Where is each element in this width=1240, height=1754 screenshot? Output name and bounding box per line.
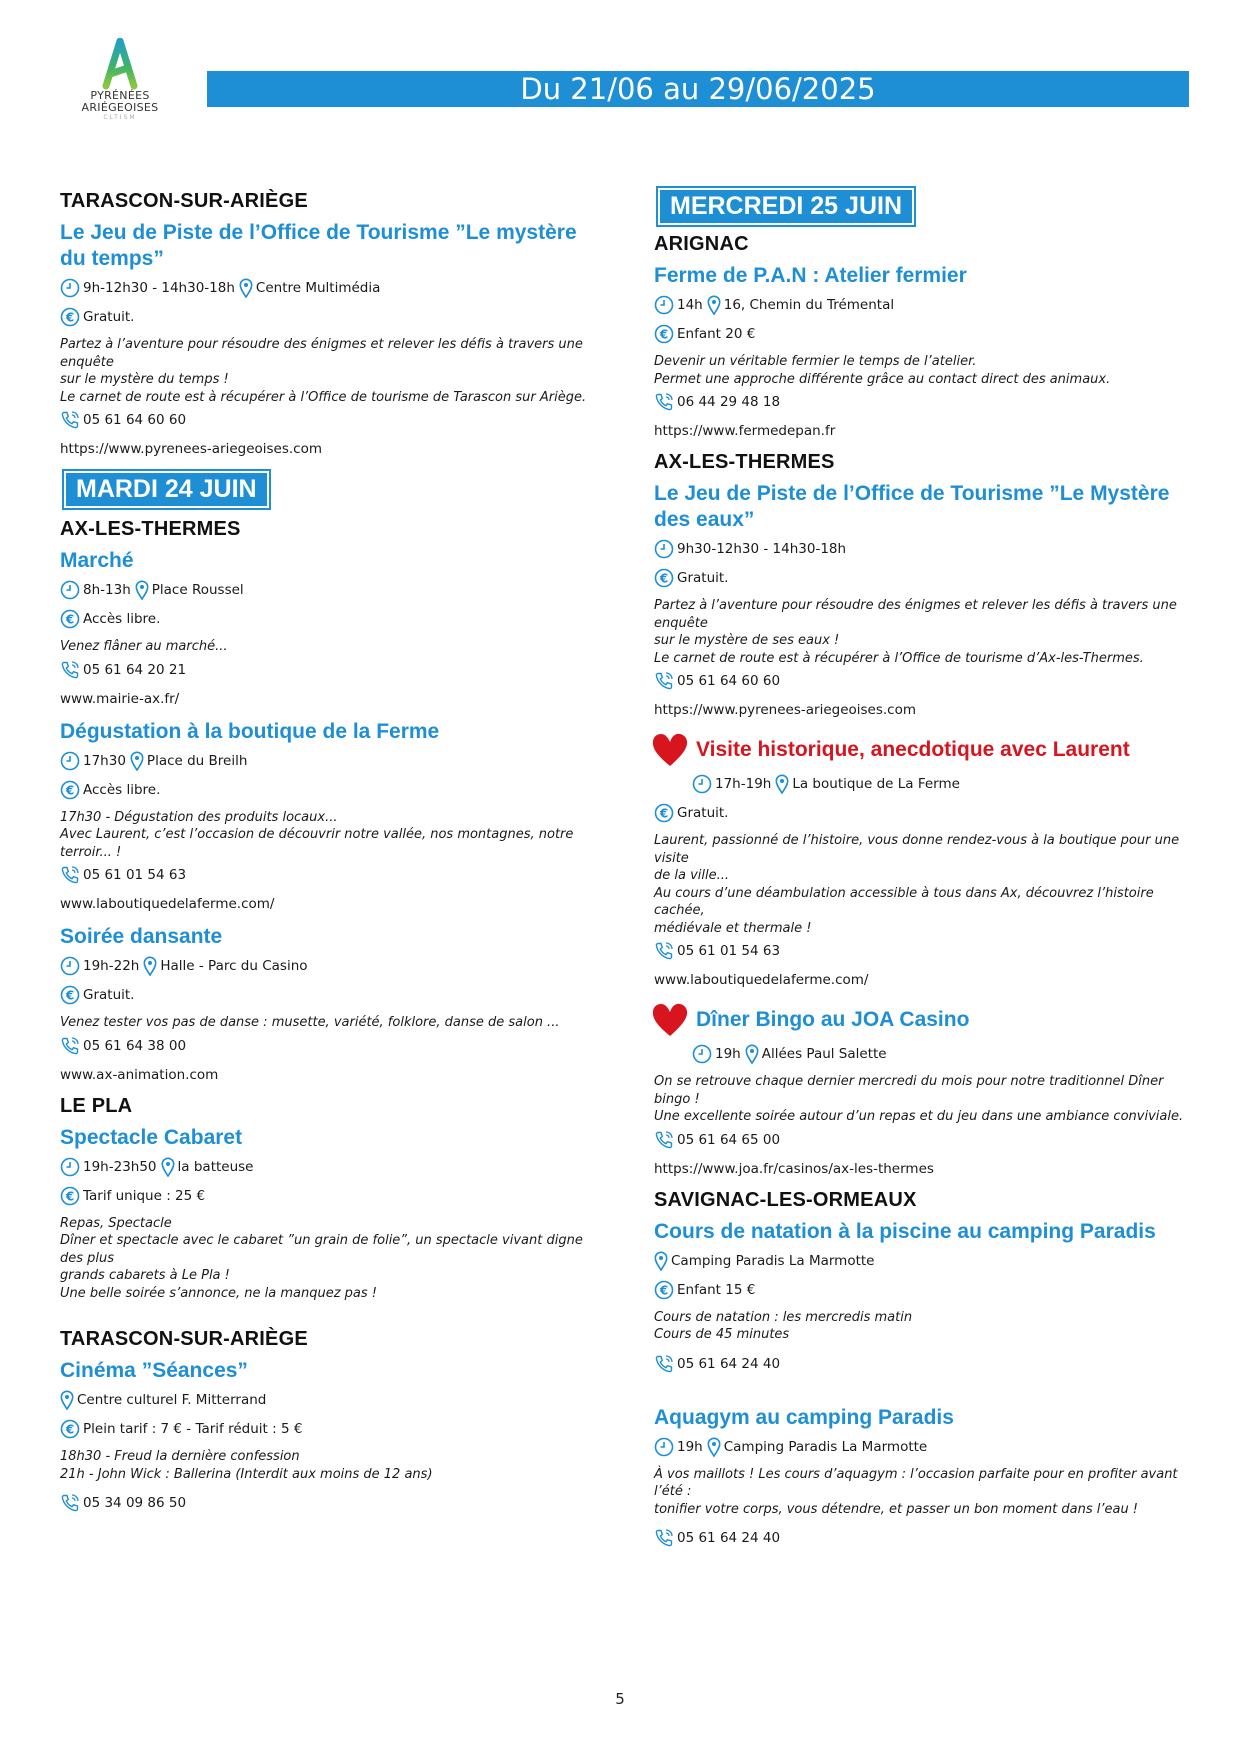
phone-icon bbox=[654, 1354, 674, 1374]
event-title: Soirée dansante bbox=[60, 925, 223, 948]
event-price: Gratuit. bbox=[83, 987, 135, 1003]
event-description bbox=[60, 809, 600, 862]
event-phone: 05 61 01 54 63 bbox=[83, 867, 187, 883]
svg-text:€: € bbox=[659, 806, 669, 821]
euro-icon bbox=[654, 1280, 674, 1300]
event-phone: 06 44 29 48 18 bbox=[677, 394, 781, 410]
phone-icon bbox=[60, 1036, 80, 1056]
phone-icon bbox=[654, 1130, 674, 1150]
description-line: Repas, Spectacle bbox=[60, 1215, 172, 1231]
svg-text:€: € bbox=[65, 988, 75, 1003]
logo-mark-icon bbox=[98, 38, 142, 90]
event-url[interactable]: https://www.pyrenees-ariegeoises.com bbox=[654, 702, 917, 718]
event-time: 17h-19h bbox=[715, 776, 772, 792]
euro-icon bbox=[654, 324, 674, 344]
event-ax-degustation bbox=[60, 719, 600, 915]
description-line: 18h30 - Freud la dernière confession bbox=[60, 1449, 300, 1464]
event-description bbox=[654, 597, 1194, 667]
event-title: Cours de natation à la piscine au camping Paradis bbox=[654, 1219, 1156, 1243]
phone-row bbox=[60, 1036, 600, 1056]
event-savignac-natation bbox=[654, 1189, 1194, 1374]
description-line: 17h30 - Dégustation des produits locaux... bbox=[60, 809, 338, 825]
event-ax-diner-bingo bbox=[654, 1000, 1194, 1179]
location-pin-icon bbox=[135, 580, 149, 600]
phone-icon bbox=[654, 941, 674, 961]
event-url[interactable]: www.ax-animation.com bbox=[60, 1066, 219, 1083]
heart-icon bbox=[650, 730, 690, 770]
event-phone: 05 61 64 20 21 bbox=[83, 661, 187, 678]
event-phone: 05 61 64 24 40 bbox=[677, 1530, 781, 1546]
euro-icon bbox=[60, 609, 80, 629]
event-place: Camping Paradis La Marmotte bbox=[671, 1252, 875, 1269]
description-line: sur le mystère du temps ! bbox=[60, 372, 229, 387]
event-price: Tarif unique : 25 € bbox=[83, 1187, 206, 1204]
event-place: Halle - Parc du Casino bbox=[160, 958, 308, 974]
event-price: Accès libre. bbox=[83, 611, 161, 627]
description-line: Le carnet de route est à récupérer à l’Office de tourisme de Tarascon sur Ariège. bbox=[60, 389, 587, 405]
event-ax-visite-historique bbox=[654, 730, 1194, 990]
location-pin-icon bbox=[745, 1044, 759, 1064]
location-pin-icon bbox=[130, 751, 144, 771]
event-description bbox=[654, 832, 1194, 937]
phone-row bbox=[654, 671, 1194, 691]
event-description bbox=[60, 336, 600, 406]
clock-icon bbox=[60, 1157, 80, 1177]
phone-icon bbox=[60, 410, 80, 430]
phone-icon bbox=[60, 1493, 80, 1513]
place-row bbox=[60, 1390, 600, 1410]
clock-icon bbox=[692, 1044, 712, 1064]
price-row bbox=[654, 324, 1194, 344]
event-title: Le Jeu de Piste de l’Office de Tourisme ”Le mystère du temps” bbox=[60, 221, 577, 270]
description-line: Dîner et spectacle avec le cabaret ”un grain de folie”, un spectacle vivant digne des plus bbox=[60, 1233, 583, 1266]
description-line: Partez à l’aventure pour résoudre des énigmes et relever les défis à travers une enquête bbox=[60, 337, 583, 370]
event-time: 9h-12h30 - 14h30-18h bbox=[83, 280, 235, 296]
day-heading-mercredi: MERCREDI 25 JUIN bbox=[660, 190, 912, 223]
event-phone: 05 61 64 24 40 bbox=[677, 1355, 781, 1372]
featured-title-row bbox=[654, 1000, 1194, 1040]
description-line: 21h - John Wick : Ballerina (Interdit aux moins de 12 ans) bbox=[60, 1466, 433, 1482]
time-place-row bbox=[654, 774, 1194, 794]
event-title: Le Jeu de Piste de l’Office de Tourisme ”Le Mystère des eaux” bbox=[654, 482, 1170, 531]
phone-row bbox=[654, 941, 1194, 961]
price-row bbox=[60, 780, 600, 800]
description-line: Cours de natation : les mercredis matin bbox=[654, 1309, 913, 1325]
price-row bbox=[60, 985, 600, 1005]
event-price: Plein tarif : 7 € - Tarif réduit : 5 € bbox=[83, 1421, 303, 1437]
event-title: Ferme de P.A.N : Atelier fermier bbox=[654, 264, 967, 287]
euro-icon bbox=[60, 307, 80, 327]
phone-icon bbox=[654, 392, 674, 412]
city-heading: TARASCON-SUR-ARIÈGE bbox=[60, 1328, 308, 1350]
price-row bbox=[60, 1186, 600, 1206]
location-pin-icon bbox=[60, 1390, 74, 1410]
event-place: Allées Paul Salette bbox=[761, 1046, 887, 1062]
event-url[interactable]: https://www.pyrenees-ariegeoises.com bbox=[60, 441, 323, 457]
phone-row bbox=[60, 1493, 600, 1513]
price-row bbox=[60, 609, 600, 629]
event-place: La boutique de La Ferme bbox=[792, 776, 960, 792]
left-column bbox=[60, 190, 600, 1522]
event-phone: 05 61 64 60 60 bbox=[677, 673, 781, 689]
time-place-row bbox=[60, 580, 600, 600]
event-place: Camping Paradis La Marmotte bbox=[723, 1438, 928, 1455]
time-row bbox=[654, 539, 1194, 559]
phone-row bbox=[654, 1130, 1194, 1150]
event-tarascon-cinema bbox=[60, 1328, 600, 1513]
clock-icon bbox=[60, 751, 80, 771]
brand-logo bbox=[70, 38, 170, 122]
phone-row bbox=[60, 865, 600, 885]
svg-text:€: € bbox=[659, 571, 669, 586]
description-line: Au cours d’une déambulation accessible à tous dans Ax, découvrez l’histoire cachée, bbox=[654, 885, 1154, 918]
event-arignac-ferme bbox=[654, 233, 1194, 441]
time-place-row bbox=[654, 1044, 1194, 1064]
phone-row bbox=[60, 660, 600, 680]
location-pin-icon bbox=[239, 278, 253, 298]
description-line: de la ville... bbox=[654, 868, 730, 883]
clock-icon bbox=[654, 539, 674, 559]
event-price: Gratuit. bbox=[677, 570, 729, 586]
event-description bbox=[60, 1448, 600, 1483]
event-time: 19h bbox=[677, 1438, 703, 1455]
time-place-row bbox=[60, 956, 600, 976]
city-heading: SAVIGNAC-LES-ORMEAUX bbox=[654, 1188, 917, 1211]
event-time: 19h-23h50 bbox=[83, 1158, 157, 1175]
phone-row bbox=[654, 1354, 1194, 1374]
event-phone: 05 61 64 65 00 bbox=[677, 1131, 781, 1148]
description-line: Le carnet de route est à récupérer à l’Office de tourisme d’Ax-les-Thermes. bbox=[654, 650, 1144, 666]
description-line: Permet une approche différente grâce au contact direct des animaux. bbox=[654, 371, 1111, 387]
page-number: 5 bbox=[615, 1690, 625, 1708]
svg-text:€: € bbox=[659, 1283, 669, 1297]
description-line: Avec Laurent, c’est l’occasion de découvrir notre vallée, nos montagnes, notre terroir... ! bbox=[60, 827, 574, 860]
phone-row bbox=[654, 392, 1194, 412]
event-time: 8h-13h bbox=[83, 582, 131, 598]
logo-text-line2: ARIÉGEOISES bbox=[81, 101, 159, 114]
event-price: Enfant 15 € bbox=[677, 1281, 756, 1298]
event-place: la batteuse bbox=[177, 1158, 254, 1175]
euro-icon bbox=[654, 568, 674, 588]
euro-icon bbox=[60, 1186, 80, 1206]
event-title: Dégustation à la boutique de la Ferme bbox=[60, 719, 440, 743]
description-line: sur le mystère de ses eaux ! bbox=[654, 633, 840, 648]
clock-icon bbox=[654, 1437, 674, 1457]
clock-icon bbox=[60, 580, 80, 600]
location-pin-icon bbox=[775, 774, 789, 794]
description-line: Venez tester vos pas de danse : musette, variété, folklore, danse de salon ... bbox=[60, 1015, 560, 1030]
event-price: Enfant 20 € bbox=[677, 326, 756, 342]
event-place: Place Roussel bbox=[151, 582, 244, 598]
clock-icon bbox=[692, 774, 712, 794]
event-title: Aquagym au camping Paradis bbox=[654, 1405, 954, 1429]
place-row bbox=[654, 1251, 1194, 1271]
event-ax-soiree-dansante bbox=[60, 924, 600, 1085]
time-place-row bbox=[60, 1157, 600, 1177]
euro-icon bbox=[60, 1419, 80, 1439]
event-url[interactable]: https://www.joa.fr/casinos/ax-les-thermes bbox=[654, 1160, 934, 1177]
phone-icon bbox=[60, 865, 80, 885]
spacer bbox=[60, 1306, 600, 1328]
phone-row bbox=[60, 410, 600, 430]
location-pin-icon bbox=[161, 1157, 175, 1177]
event-price: Gratuit. bbox=[677, 805, 729, 821]
time-place-row bbox=[60, 751, 600, 771]
logo-text-line1: PYRÉNÉES bbox=[90, 89, 150, 102]
phone-row bbox=[654, 1528, 1194, 1548]
event-title: Spectacle Cabaret bbox=[60, 1125, 243, 1149]
location-pin-icon bbox=[143, 956, 157, 976]
event-description bbox=[654, 1466, 1194, 1519]
event-phone: 05 61 01 54 63 bbox=[677, 943, 781, 959]
time-place-row bbox=[654, 1437, 1194, 1457]
description-line: Partez à l’aventure pour résoudre des énigmes et relever les défis à travers une enquête bbox=[654, 598, 1177, 631]
event-ax-jeu-de-piste-eaux bbox=[654, 451, 1194, 720]
event-title: Visite historique, anecdotique avec Laurent bbox=[696, 738, 1130, 761]
price-row bbox=[654, 803, 1194, 823]
description-line: tonifier votre corps, vous détendre, et passer un bon moment dans l’eau ! bbox=[654, 1501, 1139, 1517]
description-line: Cours de 45 minutes bbox=[654, 1327, 790, 1342]
description-line: médiévale et thermale ! bbox=[654, 920, 812, 936]
euro-icon bbox=[60, 985, 80, 1005]
event-url[interactable]: www.laboutiquedelaferme.com/ bbox=[60, 896, 275, 912]
event-le-pla-cabaret bbox=[60, 1095, 600, 1303]
date-range-banner: Du 21/06 au 29/06/2025 bbox=[207, 71, 1189, 107]
phone-icon bbox=[60, 660, 80, 680]
event-description bbox=[654, 1309, 1194, 1344]
event-place: Centre culturel F. Mitterrand bbox=[77, 1392, 267, 1408]
event-phone: 05 34 09 86 50 bbox=[83, 1495, 187, 1511]
heart-icon bbox=[650, 1000, 690, 1040]
location-pin-icon bbox=[654, 1251, 668, 1271]
description-line: Une excellente soirée autour d’un repas et du jeu dans une ambiance conviviale. bbox=[654, 1109, 1184, 1124]
clock-icon bbox=[60, 278, 80, 298]
right-column bbox=[654, 186, 1194, 1557]
event-price: Gratuit. bbox=[83, 309, 135, 325]
event-time: 17h30 bbox=[83, 752, 126, 769]
event-price: Accès libre. bbox=[83, 781, 161, 798]
event-phone: 05 61 64 38 00 bbox=[83, 1037, 187, 1054]
city-heading: ARIGNAC bbox=[654, 233, 749, 255]
event-title: Cinéma ”Séances” bbox=[60, 1359, 248, 1382]
logo-text-line3: CLTISM bbox=[103, 114, 137, 121]
day-heading-mardi: MARDI 24 JUIN bbox=[66, 473, 267, 506]
svg-text:€: € bbox=[65, 1422, 75, 1437]
event-url[interactable]: https://www.fermedepan.fr bbox=[654, 423, 836, 439]
phone-icon bbox=[654, 1528, 674, 1548]
event-savignac-aquagym bbox=[654, 1405, 1194, 1549]
event-time: 19h-22h bbox=[83, 958, 140, 974]
city-heading: AX-LES-THERMES bbox=[60, 518, 241, 540]
time-place-row bbox=[60, 278, 600, 298]
price-row bbox=[60, 1419, 600, 1439]
description-line: Une belle soirée s’annonce, ne la manquez pas ! bbox=[60, 1285, 377, 1301]
svg-text:€: € bbox=[65, 783, 75, 797]
featured-title-row bbox=[654, 730, 1194, 770]
event-url[interactable]: www.laboutiquedelaferme.com/ bbox=[654, 972, 869, 988]
location-pin-icon bbox=[707, 295, 721, 315]
description-line: À vos maillots ! Les cours d’aquagym : l’occasion parfaite pour en profiter avant l’été : bbox=[654, 1466, 1178, 1499]
event-description bbox=[60, 1014, 600, 1032]
event-description bbox=[654, 353, 1194, 388]
event-place: Place du Breilh bbox=[146, 752, 248, 769]
city-heading: TARASCON-SUR-ARIÈGE bbox=[60, 190, 308, 212]
event-time: 14h bbox=[677, 297, 703, 313]
svg-text:€: € bbox=[65, 310, 75, 325]
event-time: 9h30-12h30 - 14h30-18h bbox=[677, 541, 847, 557]
event-tarascon-jeu-de-piste bbox=[60, 190, 600, 459]
spacer bbox=[654, 1383, 1194, 1405]
phone-icon bbox=[654, 671, 674, 691]
price-row bbox=[654, 568, 1194, 588]
event-description bbox=[654, 1073, 1194, 1126]
event-title: Dîner Bingo au JOA Casino bbox=[696, 1008, 970, 1031]
city-heading: AX-LES-THERMES bbox=[654, 451, 835, 473]
event-ax-marche bbox=[60, 518, 600, 709]
price-row bbox=[60, 307, 600, 327]
event-description bbox=[60, 638, 600, 656]
description-line: Laurent, passionné de l’histoire, vous donne rendez-vous à la boutique pour une visite bbox=[654, 833, 1180, 866]
svg-text:€: € bbox=[659, 327, 669, 342]
clock-icon bbox=[60, 956, 80, 976]
description-line: Venez flâner au marché... bbox=[60, 639, 228, 654]
event-title: Marché bbox=[60, 549, 134, 572]
svg-text:€: € bbox=[65, 1189, 75, 1203]
description-line: On se retrouve chaque dernier mercredi du mois pour notre traditionnel Dîner bingo ! bbox=[654, 1074, 1164, 1107]
event-phone: 05 61 64 60 60 bbox=[83, 412, 187, 428]
time-place-row bbox=[654, 295, 1194, 315]
event-place: Centre Multimédia bbox=[255, 280, 381, 296]
svg-text:€: € bbox=[65, 612, 75, 627]
event-time: 19h bbox=[715, 1046, 741, 1062]
description-line: grands cabarets à Le Pla ! bbox=[60, 1268, 230, 1283]
description-line: Devenir un véritable fermier le temps de l’atelier. bbox=[654, 354, 977, 369]
event-url[interactable]: www.mairie-ax.fr/ bbox=[60, 690, 180, 707]
event-description bbox=[60, 1215, 600, 1303]
city-heading: LE PLA bbox=[60, 1094, 133, 1117]
euro-icon bbox=[60, 780, 80, 800]
event-place: 16, Chemin du Trémental bbox=[723, 297, 895, 313]
clock-icon bbox=[654, 295, 674, 315]
price-row bbox=[654, 1280, 1194, 1300]
location-pin-icon bbox=[707, 1437, 721, 1457]
euro-icon bbox=[654, 803, 674, 823]
